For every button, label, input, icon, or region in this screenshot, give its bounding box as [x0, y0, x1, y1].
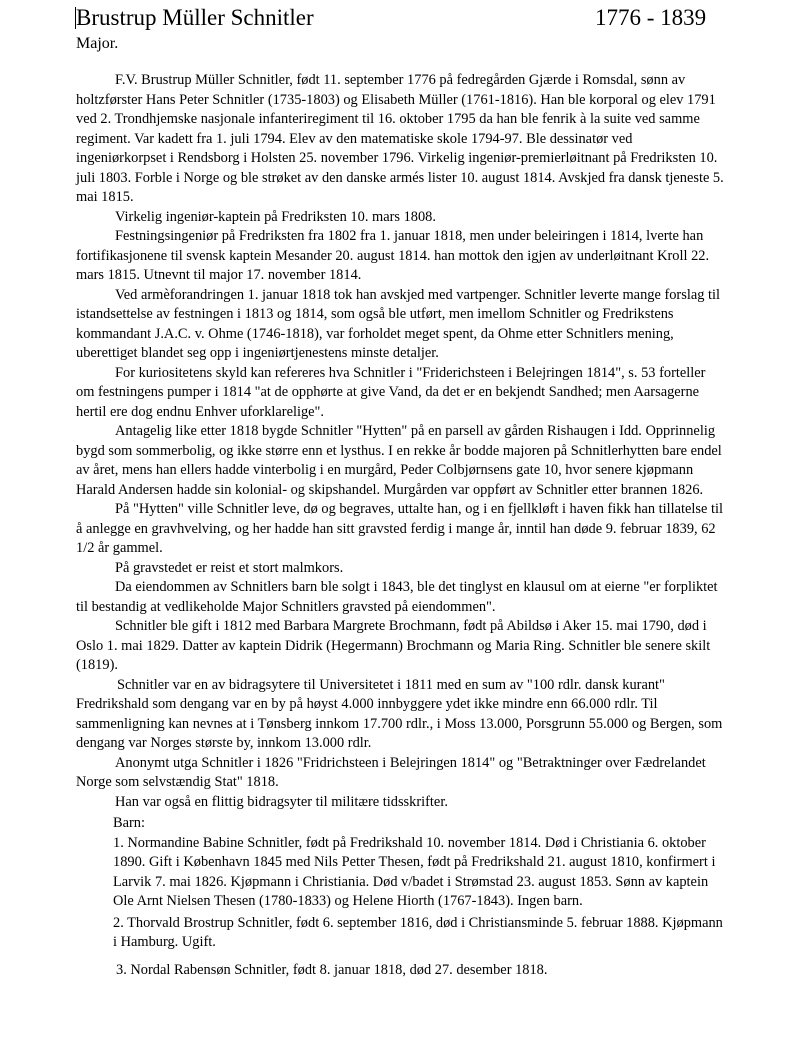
- paragraph-hytten-grave: På "Hytten" ville Schnitler leve, dø og begraves, uttalte han, og i en fjellkløft i haven fikk han tillatelse til å anlegge en gravhvelving, og her hadde han sitt gravsted ferdig i mange år, inntil han døde 9. februar 1839, 62 1/2 år gammel.: [76, 501, 724, 556]
- paragraph-cross: På gravstedet er reist et stort malmkors.: [115, 559, 344, 576]
- biography-body: [76, 71, 726, 812]
- paragraph-captain: Virkelig ingeniør-kaptein på Fredriksten 10. mars 1808.: [115, 208, 436, 225]
- paragraph-property-sold: Da eiendommen av Schnitlers barn ble solgt i 1843, ble det tinglyst en klausul om at eierne "er forpliktet til bestandig at vedlikeholde Major Schnitlers gravsted på eiendommen".: [76, 579, 718, 615]
- children-heading: Barn:: [113, 815, 145, 831]
- paragraph-fortress-engineer: Festningsingeniør på Fredriksten fra 1802 fra 1. januar 1818, men under beleiringen i 1814, lverte han fortifikasjonene til svensk kaptein Mesander 20. august 1814. han mottok den igjen av underløitnant Kroll 22. mars 1815. Utnevnt til major 17. november 1814.: [76, 228, 710, 283]
- child-entry-3: 3. Nordal Rabensøn Schnitler, født 8. januar 1818, død 27. desember 1818.: [116, 961, 548, 978]
- paragraph-publications: Anonymt utga Schnitler i 1826 "Fridrichsteen i Belejringen 1814" og "Betraktninger over Fædrelandet Norge som selvstændig Stat" 1818.: [76, 754, 706, 790]
- children-section: [113, 814, 723, 980]
- military-rank: Major.: [76, 35, 119, 52]
- document-title: Brustrup Müller Schnitler: [76, 5, 314, 30]
- paragraph-birth-career: F.V. Brustrup Müller Schnitler, født 11. september 1776 på fedregården Gjærde i Romsdal, sønn av holtzførster Hans Peter Schnitler (1735-1803) og Elisabeth Müller (1761-1816). Han ble korporal og elev 1791 ved 2. Trondhjemske nasjonale infanteriregiment til 16. oktober 1795 da han ble fenrik à la suite ved samme regiment. Var kadett fra 1. juli 1794. Elev av den matematiske skole 1794-97. Ble dessinatør ved ingeniørkorpset i Rendsborg i Holsten 25. november 1796. Virkelig ingeniør-premierløitnant på Fredriksten 10. juli 1803. Forble i Norge og ble strøket av den danske armés lister 10. august 1814. Avskjed fra dansk tjeneste 5. mai 1815.: [76, 72, 724, 205]
- child-entry-2: 2. Thorvald Brostrup Schnitler, født 6. september 1816, død i Christiansminde 5. februar 1888. Kjøpmann i Hamburg. Ugift.: [113, 914, 723, 950]
- paragraph-army-change: Ved armèforandringen 1. januar 1818 tok han avskjed med vartpenger. Schnitler leverte mange forslag til istandsettelse av festningen i 1813 og 1814, som også ble utført, men imellom Schnitler og Fredrikstens kommandant J.A.C. v. Ohme (1746-1818), var forholdet meget spent, da Ohme etter Schnitlers mening, uberettiget blandet seg opp i ingeniørtjenestens minste detaljer.: [76, 286, 721, 361]
- child-entry-1: 1. Normandine Babine Schnitler, født på Fredrikshald 10. november 1814. Død i Christiania 6. oktober 1890. Gift i København 1845 med Nils Petter Thesen, født på Fredrikshald 21. august 1810, konfirmert i Larvik 7. mai 1826. Kjøpmann i Christiania. Død v/badet i Strømstad 23. august 1853. Sønn av kaptein Ole Arnt Nielsen Thesen (1780-1833) og Helene Hiorth (1767-1843). Ingen barn.: [113, 834, 716, 909]
- paragraph-hytten-built: Antagelig like etter 1818 bygde Schnitler "Hytten" på en parsell av gården Rishaugen i Idd. Opprinnelig bygd som sommerbolig, og ikke større enn et lysthus. I en rekke år bodde majoren på Schnitlerhytten bare endel av året, mens han ellers hadde vinterbolig i en murgård, Peder Colbjørnsens gate 10, hvor senere kjøpmann Harald Andersen hadde sin kolonial- og skipshandel. Murgården var oppført av Schnitler etter brannen 1826.: [76, 423, 722, 498]
- paragraph-military-writings: Han var også en flittig bidragsyter til militære tidsskrifter.: [115, 793, 448, 810]
- paragraph-marriage: Schnitler ble gift i 1812 med Barbara Margrete Brochmann, født på Abildsø i Aker 15. mai 1790, død i Oslo 1. mai 1829. Datter av kaptein Didrik (Hegermann) Brochmann og Maria Ring. Schnitler ble senere skilt (1819).: [76, 618, 711, 673]
- paragraph-curiosity: For kuriositetens skyld kan refereres hva Schnitler i "Friderichsteen i Belejringen 1814", s. 53 forteller om festningens pumper i 1814 "at de opphørte at give Vand, da det er en bekjendt Sandhed; men Aarsagerne hertil ere dog endnu Enhver uforklarelige".: [76, 364, 706, 420]
- life-years: 1776 - 1839: [595, 5, 707, 30]
- paragraph-university: Schnitler var en av bidragsytere til Universitetet i 1811 med en sum av "100 rdlr. dansk kurant" Fredrikshald som dengang var en by på høyst 4.000 innbyggere ydet ikke mindre enn 66.000 rdlr. Til sammenligning kan nevnes at i Tønsberg innkom 17.700 rdlr., i Moss 13.000, Porsgrunn 55.000 og Bergen, som dengang var Norges største by, innkom 13.000 rdlr.: [76, 676, 723, 751]
